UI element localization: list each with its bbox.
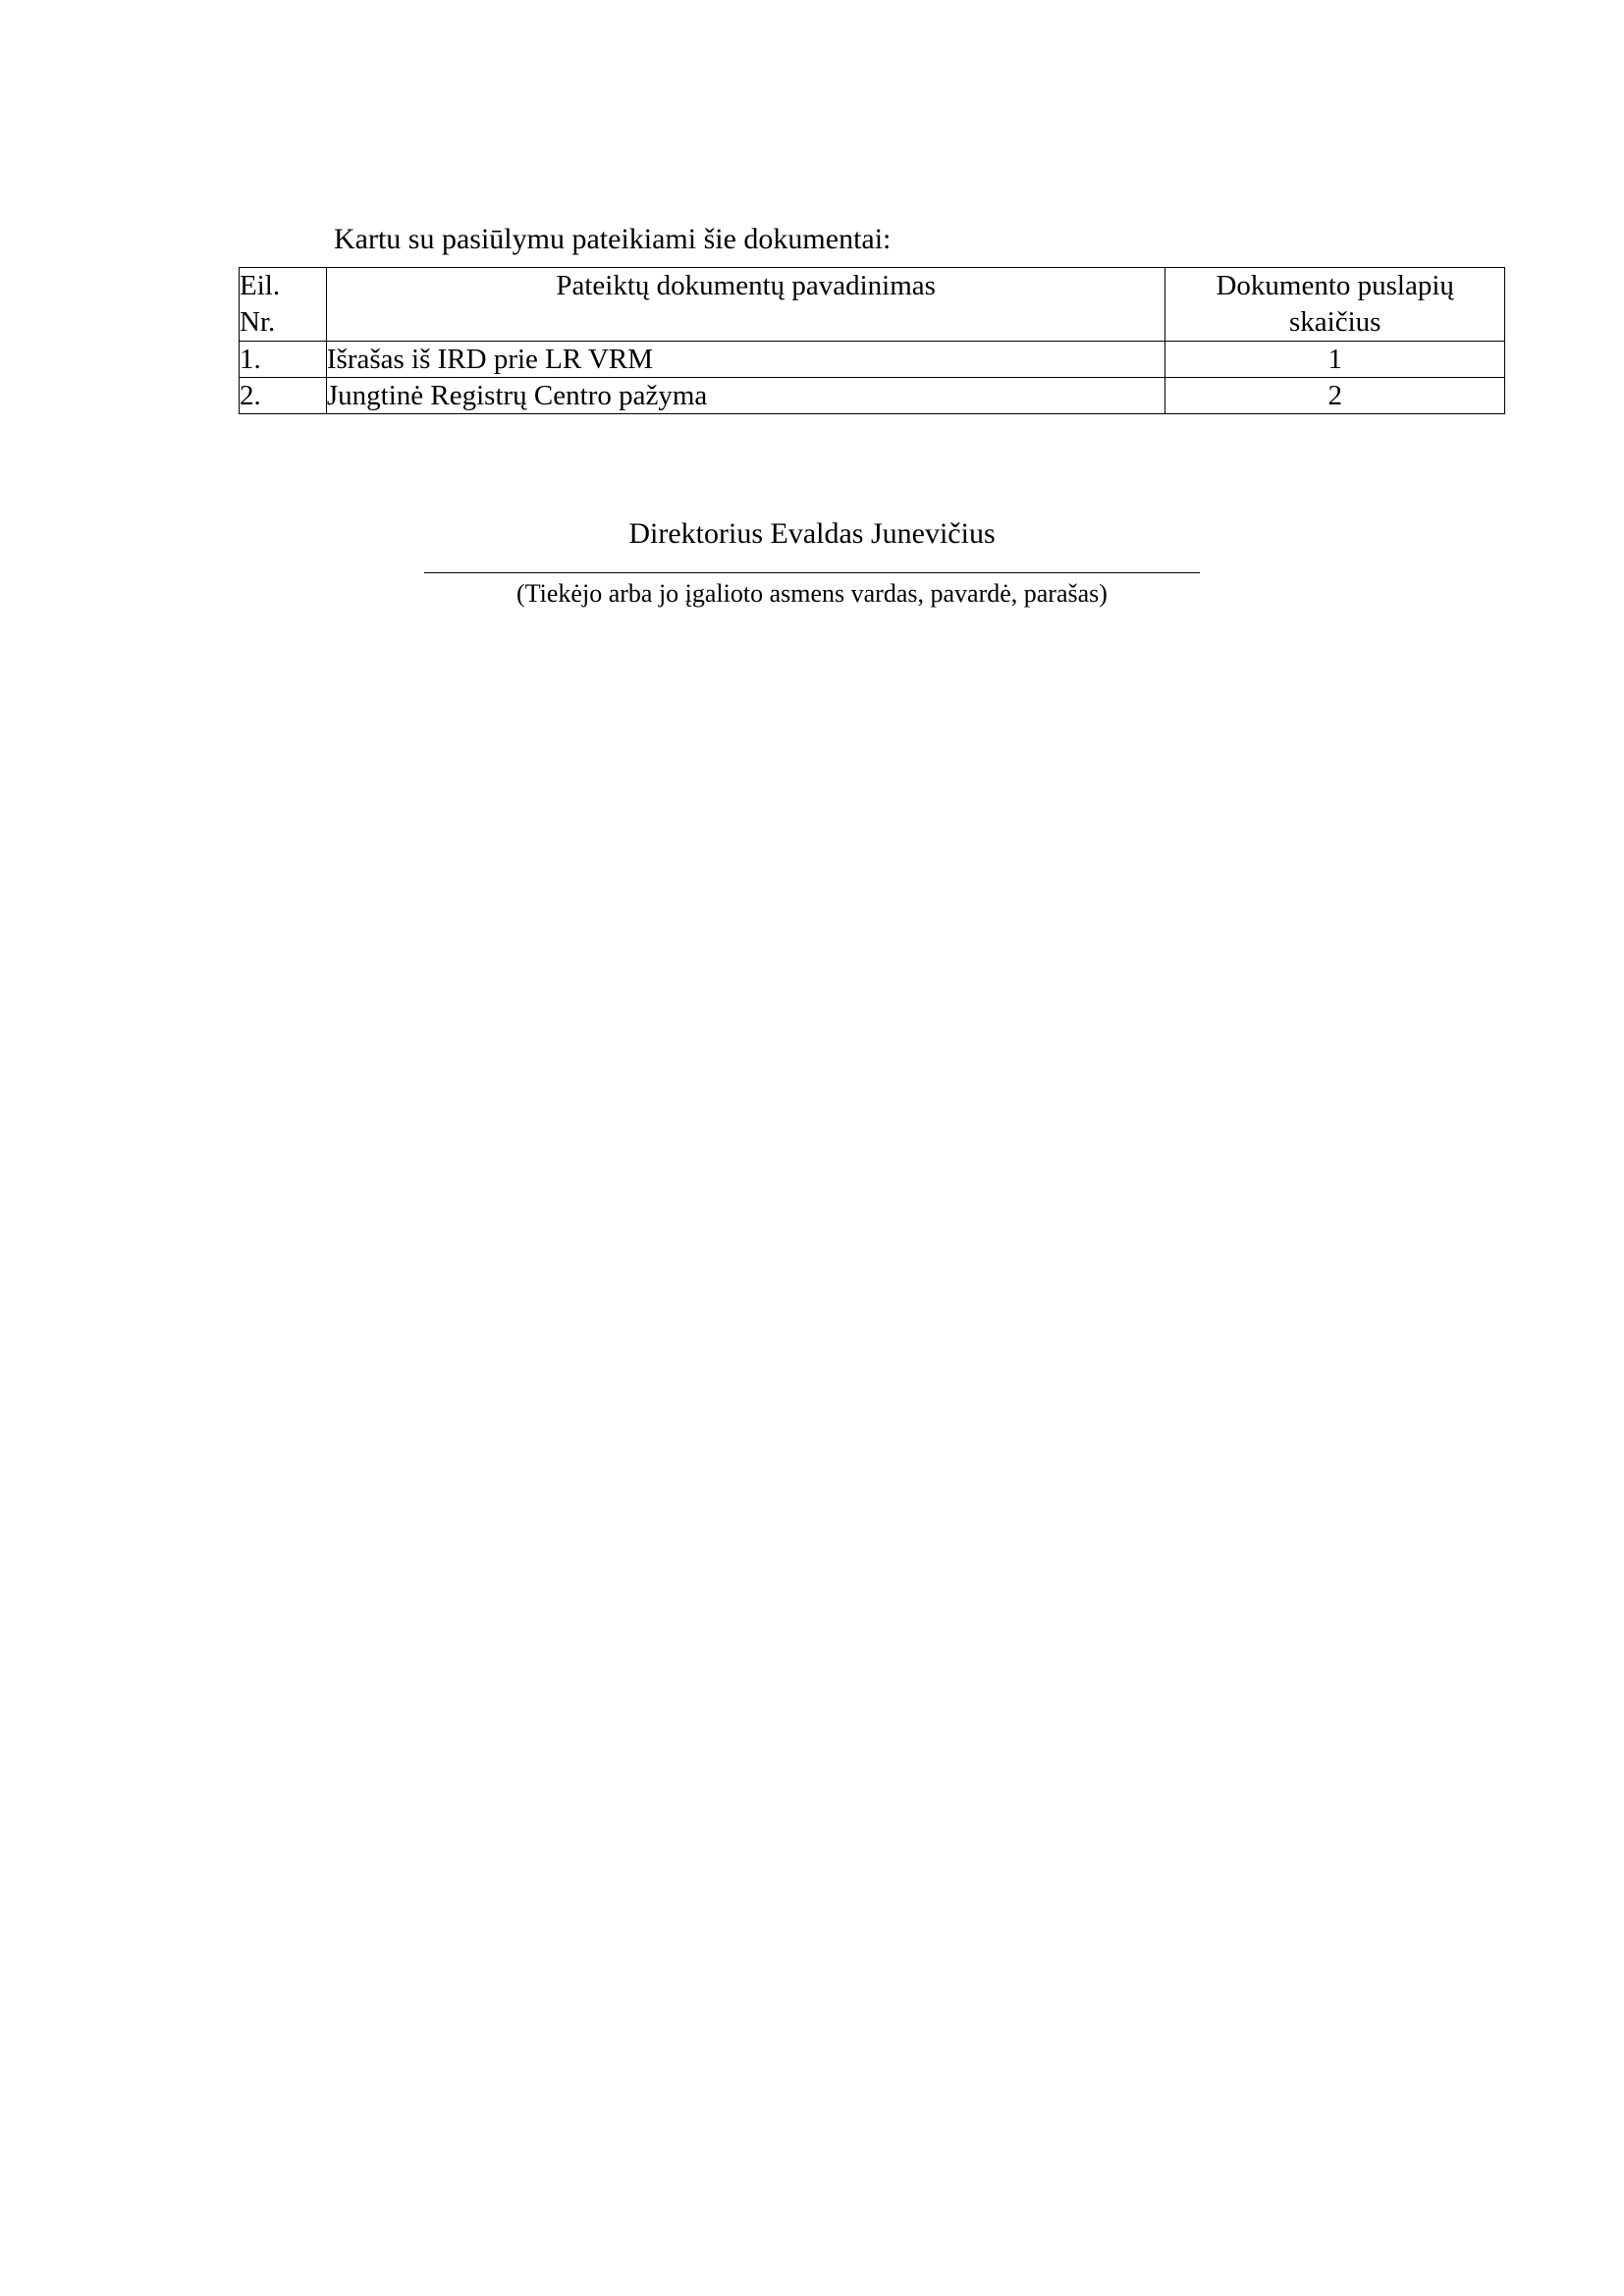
signature-block (0, 515, 1624, 611)
cell-document-name: Išrašas iš IRD prie LR VRM (326, 342, 1165, 378)
signature-line (424, 572, 1200, 573)
table-row (240, 342, 1505, 378)
cell-page-count: 2 (1165, 378, 1505, 414)
column-header-number-line2: Nr. (240, 306, 276, 338)
signatory-name: Direktorius Evaldas Junevičius (628, 517, 996, 550)
cell-document-name: Jungtinė Registrų Centro pažyma (326, 378, 1165, 414)
table-header-row (240, 268, 1505, 342)
table-row (240, 378, 1505, 414)
cell-number: 1. (240, 342, 327, 378)
attached-documents-table (239, 267, 1505, 414)
column-header-page-count-line1: Dokumento puslapių (1216, 270, 1454, 301)
column-header-number-line1: Eil. (240, 270, 281, 301)
column-header-page-count-line2: skaičius (1288, 306, 1381, 338)
column-header-document-name (326, 268, 1165, 342)
column-header-document-name-text: Pateiktų dokumentų pavadinimas (556, 270, 936, 301)
cell-number: 2. (240, 378, 327, 414)
column-header-number (240, 268, 327, 342)
cell-page-count: 1 (1165, 342, 1505, 378)
column-header-page-count (1165, 268, 1505, 342)
signature-caption: (Tiekėjo arba jo įgalioto asmens vardas, pavardė, parašas) (516, 579, 1108, 608)
intro-text: Kartu su pasiūlymu pateikiami šie dokumentai: (334, 223, 892, 255)
